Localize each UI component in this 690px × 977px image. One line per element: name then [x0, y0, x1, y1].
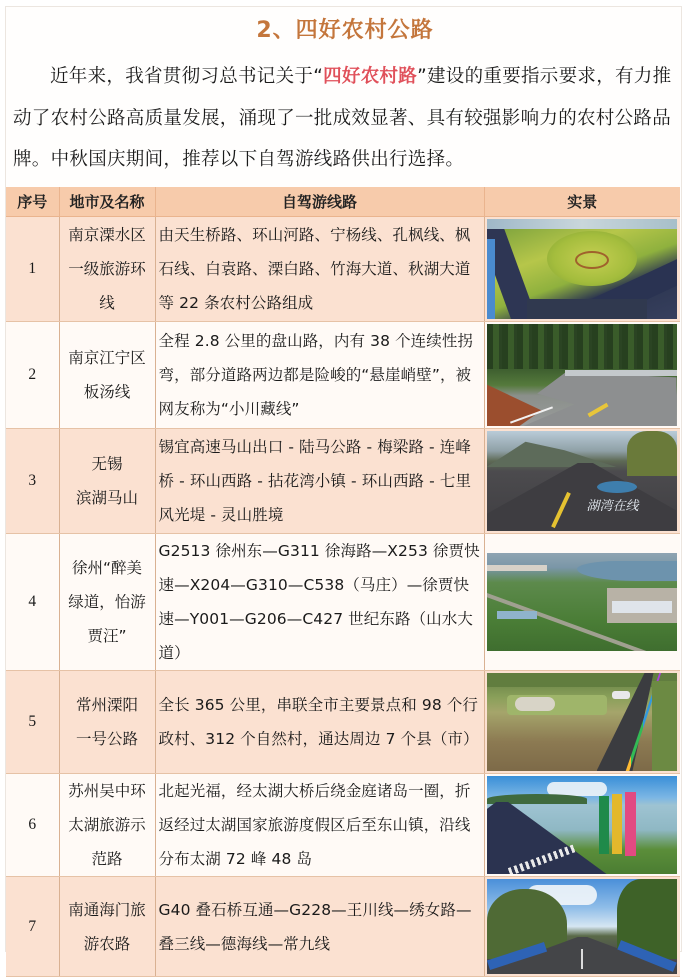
route-name — [59, 322, 155, 429]
table-row — [6, 534, 680, 671]
rainbow-stripe-road-fields-photo — [487, 673, 677, 771]
route-description: G2513 徐州东—G311 徐海路—X253 徐贾快速—X204—G310—C538（马庄）—徐贾快速—Y001—G206—C427 世纪东路（山水大道） — [155, 534, 484, 671]
route-description: 全长 365 公里，串联全市主要景点和 98 个行政村、312 个自然村，通达周边 7 个县（市） — [155, 671, 484, 774]
route-name — [59, 534, 155, 671]
name-line: 南京江宁区 — [68, 349, 146, 367]
table-header-row — [6, 187, 680, 217]
name-line: 范路 — [91, 850, 123, 868]
table-row — [6, 429, 680, 534]
row-number: 5 — [6, 671, 59, 774]
quote-open: “ — [313, 66, 324, 87]
section-title: 2、四好农村公路 — [256, 18, 434, 43]
intro-highlight: 四好农村路 — [323, 66, 418, 87]
row-number: 2 — [6, 322, 59, 429]
intro-after: 建设的重要指示要求，有力推动了农村公路高质量发展，涌现了一批成效显著、具有较强影响力的农村公路品牌。中秋国庆期间，推荐以下自驾游线路供出行选择。 — [13, 66, 672, 170]
route-description: 北起光福，经太湖大桥后绕金庭诸岛一圈，折返经过太湖国家旅游度假区后至东山镇，沿线分布太湖 72 峰 48 岛 — [155, 774, 484, 877]
name-line: 一号公路 — [75, 730, 138, 748]
table-row — [6, 877, 680, 977]
name-line: 绿道，怡游 — [68, 593, 146, 611]
row-number: 7 — [6, 877, 59, 977]
aerial-lake-town-photo — [487, 553, 677, 651]
name-line: 一级旅游环 — [68, 260, 146, 278]
route-description: 锡宜高速马山出口 - 陆马公路 - 梅梁路 - 连峰桥 - 环山西路 - 拈花湾小镇 - 环山西路 - 七里风光堤 - 灵山胜境 — [155, 429, 484, 534]
header-photo: 实景 — [484, 187, 680, 217]
route-name — [59, 671, 155, 774]
name-line: 常州溧阳 — [75, 696, 138, 714]
quote-close: ” — [417, 66, 427, 87]
lakeside-road-signs-photo — [487, 776, 677, 874]
name-line: 板汤线 — [83, 383, 131, 401]
name-line: 太湖旅游示 — [68, 816, 146, 834]
table-row — [6, 217, 680, 322]
name-line: 贾汪” — [87, 627, 127, 645]
route-description: G40 叠石桥互通—G228—王川线—绣女路—叠三线—德海线—常九线 — [155, 877, 484, 977]
row-number: 6 — [6, 774, 59, 877]
winding-forest-road-photo — [487, 324, 677, 426]
name-line: 徐州“醉美 — [71, 559, 143, 577]
aerial-interchange-green-park-photo — [487, 219, 677, 319]
row-number: 1 — [6, 217, 59, 322]
name-line: 苏州吴中环 — [68, 782, 146, 800]
mountain-road-logo-photo — [487, 431, 677, 531]
name-line: 南通海门旅 — [68, 900, 146, 919]
row-number: 4 — [6, 534, 59, 671]
route-description: 由天生桥路、环山河路、宁杨线、孔枫线、枫石线、白袁路、溧白路、竹海大道、秋湖大道等 22 条农村公路组成 — [155, 217, 484, 322]
table-row — [6, 774, 680, 877]
name-line: 无锡 — [91, 455, 123, 473]
header-no: 序号 — [6, 187, 59, 217]
name-line: 游农路 — [83, 934, 131, 953]
header-route: 自驾游线路 — [155, 187, 484, 217]
tree-lined-blue-edge-road-photo — [487, 879, 677, 974]
name-line: 线 — [99, 294, 115, 312]
table-row — [6, 322, 680, 429]
intro-before: 近年来，我省贯彻习总书记关于 — [50, 66, 314, 87]
route-name — [59, 877, 155, 977]
route-name — [59, 429, 155, 534]
route-name — [59, 217, 155, 322]
header-name: 地市及名称 — [59, 187, 155, 217]
photo-watermark: 湖湾在线 — [586, 499, 639, 514]
table-row — [6, 671, 680, 774]
name-line: 滨湖马山 — [75, 489, 138, 507]
row-number: 3 — [6, 429, 59, 534]
route-name — [59, 774, 155, 877]
intro-paragraph — [13, 56, 677, 181]
routes-table — [6, 187, 680, 977]
name-line: 南京溧水区 — [68, 226, 146, 244]
route-description: 全程 2.8 公里的盘山路，内有 38 个连续性拐弯，部分道路两边都是险峻的“悬崖峭壁”，被网友称为“小川藏线” — [155, 322, 484, 429]
